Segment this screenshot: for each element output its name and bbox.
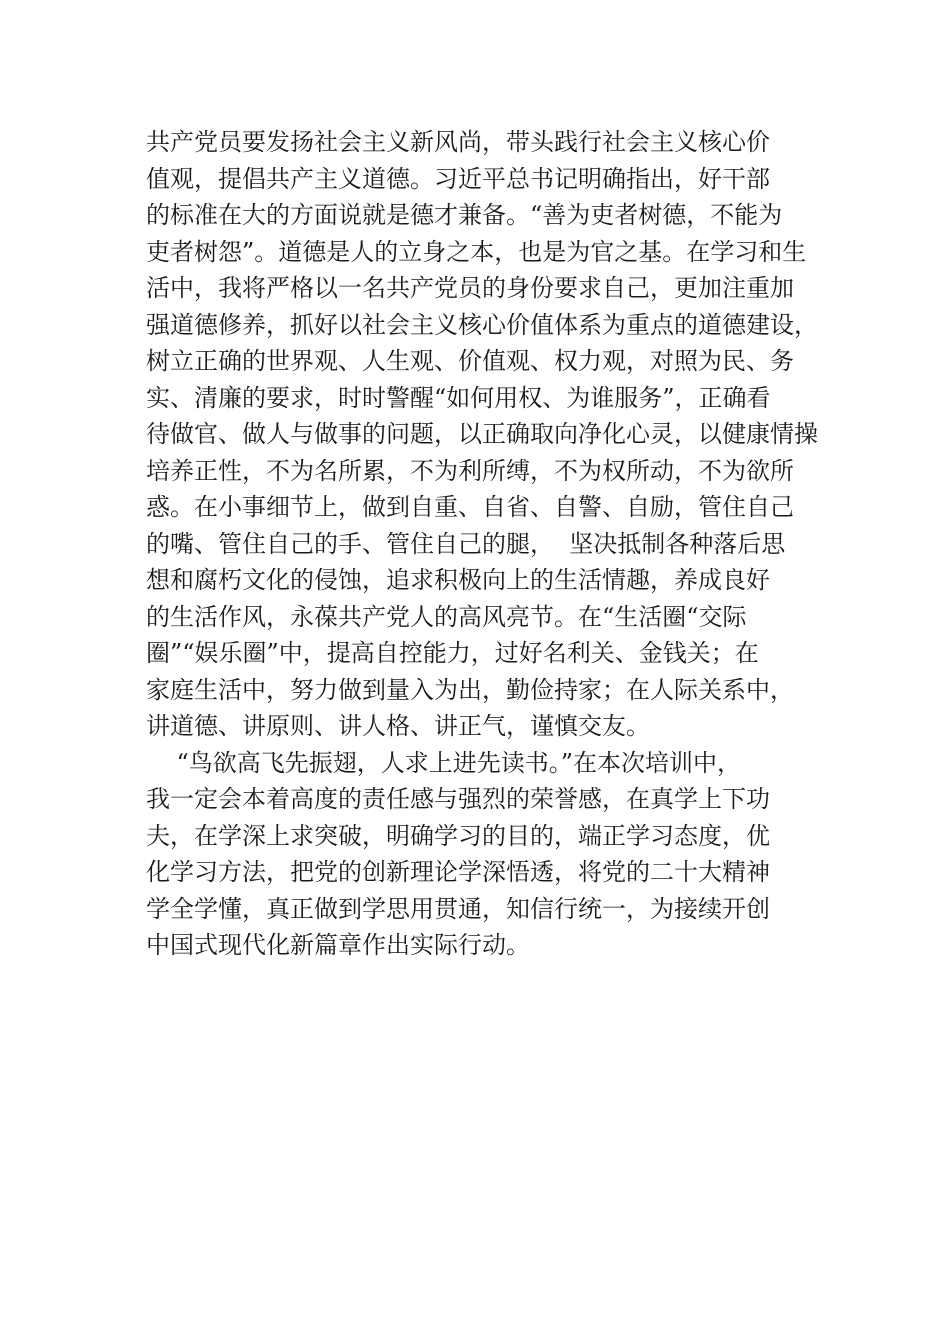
text-line: 圈”“娱乐圈”中，提高自控能力，过好名利关、金钱关；在 [146, 639, 759, 667]
text-line: 夫，在学深上求突破，明确学习的目的，端正学习态度，优 [146, 821, 770, 850]
text-line: 我一定会本着高度的责任感与强烈的荣誉感，在真学上下功 [146, 785, 770, 813]
text-line: 化学习方法，把党的创新理论学深悟透，将党的二十大精神 [146, 858, 770, 886]
text-line: 学全学懂，真正做到学思用贯通，知信行统一，为接续开创 [146, 894, 770, 923]
text-line: 家庭生活中，努力做到量入为出，勤俭持家；在人际关系中， [146, 675, 794, 704]
text-line: 值观，提倡共产主义道德。习近平总书记明确指出，好干部 [146, 164, 770, 193]
text-line: 的标准在大的方面说就是德才兼备。“善为吏者树德，不能为 [146, 201, 783, 229]
text-line: 活中，我将严格以一名共产党员的身份要求自己，更加注重加 [146, 274, 794, 302]
text-line: 的嘴、管住自己的手、管住自己的腿， 坚决抵制各种落后思 [146, 529, 786, 558]
text-line: 强道德修养，抓好以社会主义核心价值体系为重点的道德建设， [146, 310, 818, 339]
text-line: 树立正确的世界观、人生观、价值观、权力观，对照为民、务 [146, 347, 794, 375]
text-line: 讲道德、讲原则、讲人格、讲正气，谨慎交友。 [146, 712, 650, 740]
text-line: 共产党员要发扬社会主义新风尚，带头践行社会主义核心价 [146, 128, 770, 156]
text-line: 中国式现代化新篇章作出实际行动。 [146, 931, 530, 959]
text-line: “鸟欲高飞先振翅，人求上进先读书。”在本次培训中， [146, 748, 742, 777]
text-line: 想和腐朽文化的侵蚀，追求积极向上的生活情趣，养成良好 [146, 566, 770, 594]
text-line: 培养正性，不为名所累，不为利所缚，不为权所动，不为欲所 [146, 456, 794, 485]
text-line: 的生活作风，永葆共产党人的高风亮节。在“生活圈“交际 [146, 602, 747, 631]
text-line: 待做官、做人与做事的问题，以正确取向净化心灵，以健康情操 [146, 420, 818, 448]
text-line: 惑。在小事细节上，做到自重、自省、自警、自励，管住自己 [146, 493, 794, 521]
body-text [146, 124, 846, 964]
text-line: 吏者树怨”。道德是人的立身之本，也是为官之基。在学习和生 [146, 237, 807, 266]
text-line: 实、清廉的要求，时时警醒“如何用权、为谁服务”，正确看 [146, 383, 771, 412]
